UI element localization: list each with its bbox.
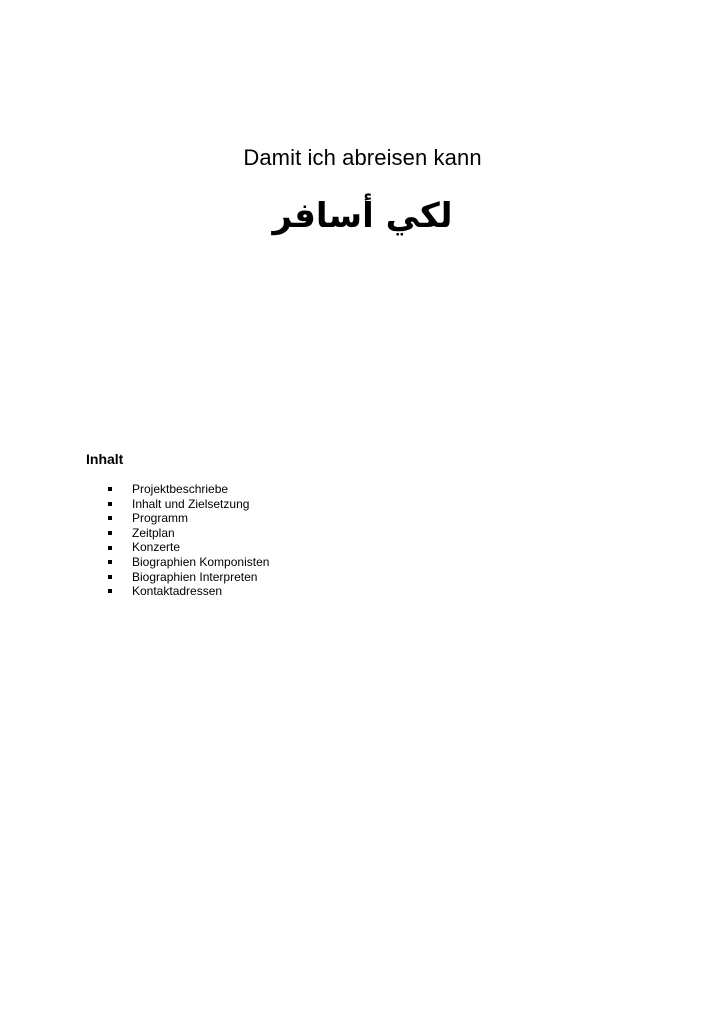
toc-list [106, 482, 269, 599]
toc-item-label: Konzerte [132, 540, 181, 555]
toc-item [106, 540, 269, 555]
toc-item [106, 555, 269, 570]
toc-item [106, 511, 269, 526]
toc-item [106, 570, 269, 585]
square-bullet-icon [108, 531, 112, 535]
toc-item-label: Projektbeschriebe [132, 482, 229, 496]
toc-item-label: Kontaktadressen [132, 584, 223, 599]
square-bullet-icon [108, 516, 112, 520]
toc-heading: Inhalt [86, 451, 124, 467]
square-bullet-icon [108, 487, 112, 491]
square-bullet-icon [108, 546, 112, 550]
square-bullet-icon [108, 589, 112, 593]
square-bullet-icon [108, 560, 112, 564]
toc-item [106, 526, 269, 541]
toc-item-label: Biographien Interpreten [132, 569, 258, 584]
toc-item-label: Biographien Komponisten [132, 554, 270, 569]
toc-item [106, 482, 269, 497]
page-title-arabic: لكي أسافر [272, 196, 453, 236]
page-title: Damit ich abreisen kann [243, 145, 482, 170]
square-bullet-icon [108, 502, 112, 506]
toc-item [106, 584, 269, 599]
square-bullet-icon [108, 575, 112, 579]
toc-item [106, 497, 269, 512]
toc-item-label: Inhalt und Zielsetzung [132, 496, 250, 511]
toc-item-label: Zeitplan [132, 525, 175, 540]
toc-item-label: Programm [132, 511, 189, 526]
